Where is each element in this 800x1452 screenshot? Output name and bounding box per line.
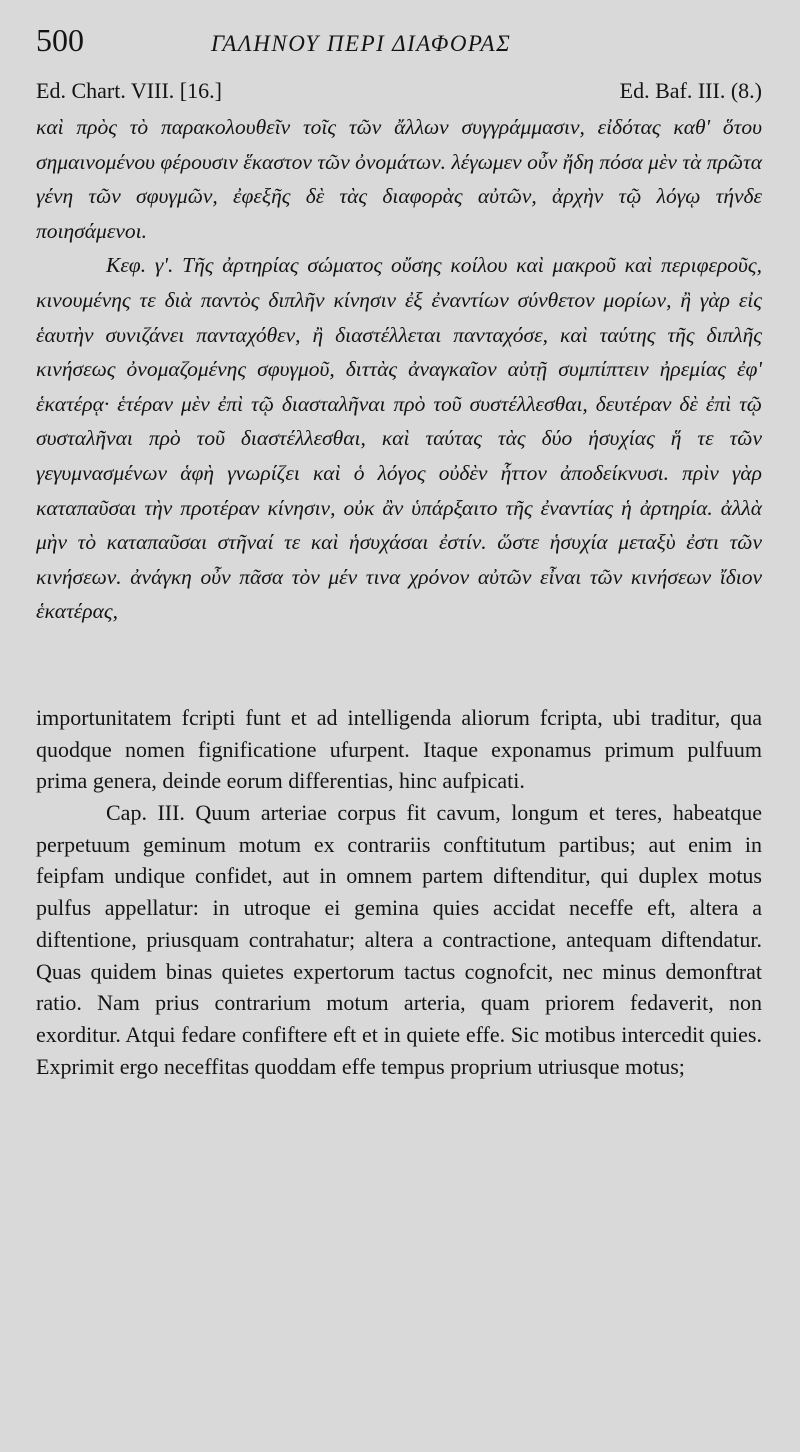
latin-text-block [36, 702, 762, 1082]
latin-paragraph-2: Cap. III. Quum arteriae corpus fit cavum, longum et teres, habeatque perpetuum geminum motum ex contrariis conftitutum partibus; aut enim in feipfam undique confidet, aut in omnem partem diftenditur, qui duplex motus pulfus appellatur: in utroque ei gemina quies accidat neceffe eft, altera a diftentione, priusquam contrahatur; altera a contractione, antequam diftendatur. Quas quidem binas quietes expertorum tactus cognofcit, nec minus demonftrat ratio. Nam prius contrarium motum arteria, quam priorem fedaverit, non exorditur. Atqui fedare confiftere eft et in quiete effe. Sic motibus intercedit quies. Exprimit ergo neceffitas quoddam effe tempus proprium utriusque motus; [36, 800, 762, 1079]
greek-paragraph-2: Κεφ. γ'. Τῆς ἀρτηρίας σώματος οὔσης κοίλου καὶ μακροῦ καὶ περιφεροῦς, κινουμένης τε διὰ παντὸς διπλῆν κίνησιν ἐξ ἐναντίων σύνθετον μορίων, ἢ γὰρ εἰς ἑαυτὴν συνιζάνει πανταχόθεν, ἢ διαστέλλεται πανταχόσε, καὶ ταύτης τῆς διπλῆς κινήσεως ὀνομαζομένης σφυγμοῦ, διττὰς ἀναγκαῖον αὐτῇ συμπίπτειν ἠρεμίας ἐφ' ἑκατέρᾳ· ἑτέραν μὲν ἐπὶ τῷ διασταλῆναι πρὸ τοῦ συστέλλεσθαι, δευτέραν δὲ ἐπὶ τῷ συσταλῆναι πρὸ τοῦ διαστέλλεσθαι, καὶ ταύτας τὰς δύο ἡσυχίας ἥ τε τῶν γεγυμνασμένων ἁφὴ γνωρίζει καὶ ὁ λόγος οὐδὲν ἧττον ἀποδείκνυσι. πρὶν γὰρ καταπαῦσαι τὴν προτέραν κίνησιν, οὐκ ἂν ὑπάρξαιτο τῆς ἐναντίας ἡ ἀρτηρία. ἀλλὰ μὴν τὸ καταπαῦσαι στῆναί τε καὶ ἡσυχάσαι ἐστίν. ὥστε ἡσυχία μεταξὺ ἐστι τῶν κινήσεων. ἀνάγκη οὖν πᾶσα τὸν μέν τινα χρόνον αὐτῶν εἶναι τῶν κινήσεων ἴδιον ἑκατέρας, [36, 253, 762, 624]
latin-paragraph-1: importunitatem fcripti funt et ad intelligenda aliorum fcripta, ubi traditur, qua quodque nomen fignificatione ufurpent. Itaque exponamus primum pulfuum prima genera, deinde eorum differentias, hinc aufpicati. [36, 704, 762, 794]
running-title: ΓΑΛΗΝΟΥ ΠΕΡΙ ΔΙΑΦΟΡΑΣ [211, 31, 512, 56]
edition-left: Ed. Chart. VIII. [16.] [36, 78, 222, 103]
edition-references [36, 78, 762, 104]
greek-paragraph-1: καὶ πρὸς τὸ παρακολουθεῖν τοῖς τῶν ἄλλων συγγράμμασιν, εἰδότας καθ' ὅτου σημαινομένου φέρουσιν ἕκαστον τῶν ὀνομάτων. λέγωμεν οὖν ἤδη πόσα μὲν τὰ πρῶτα γένη τῶν σφυγμῶν, ἐφεξῆς δὲ τὰς διαφορὰς αὐτῶν, ἀρχὴν τῷ λόγῳ τήνδε ποιησάμενοι. [36, 115, 762, 243]
greek-text-block [36, 110, 762, 629]
page-number: 500 [36, 22, 84, 58]
page-header [36, 0, 762, 58]
edition-right: Ed. Baf. III. (8.) [619, 78, 762, 103]
